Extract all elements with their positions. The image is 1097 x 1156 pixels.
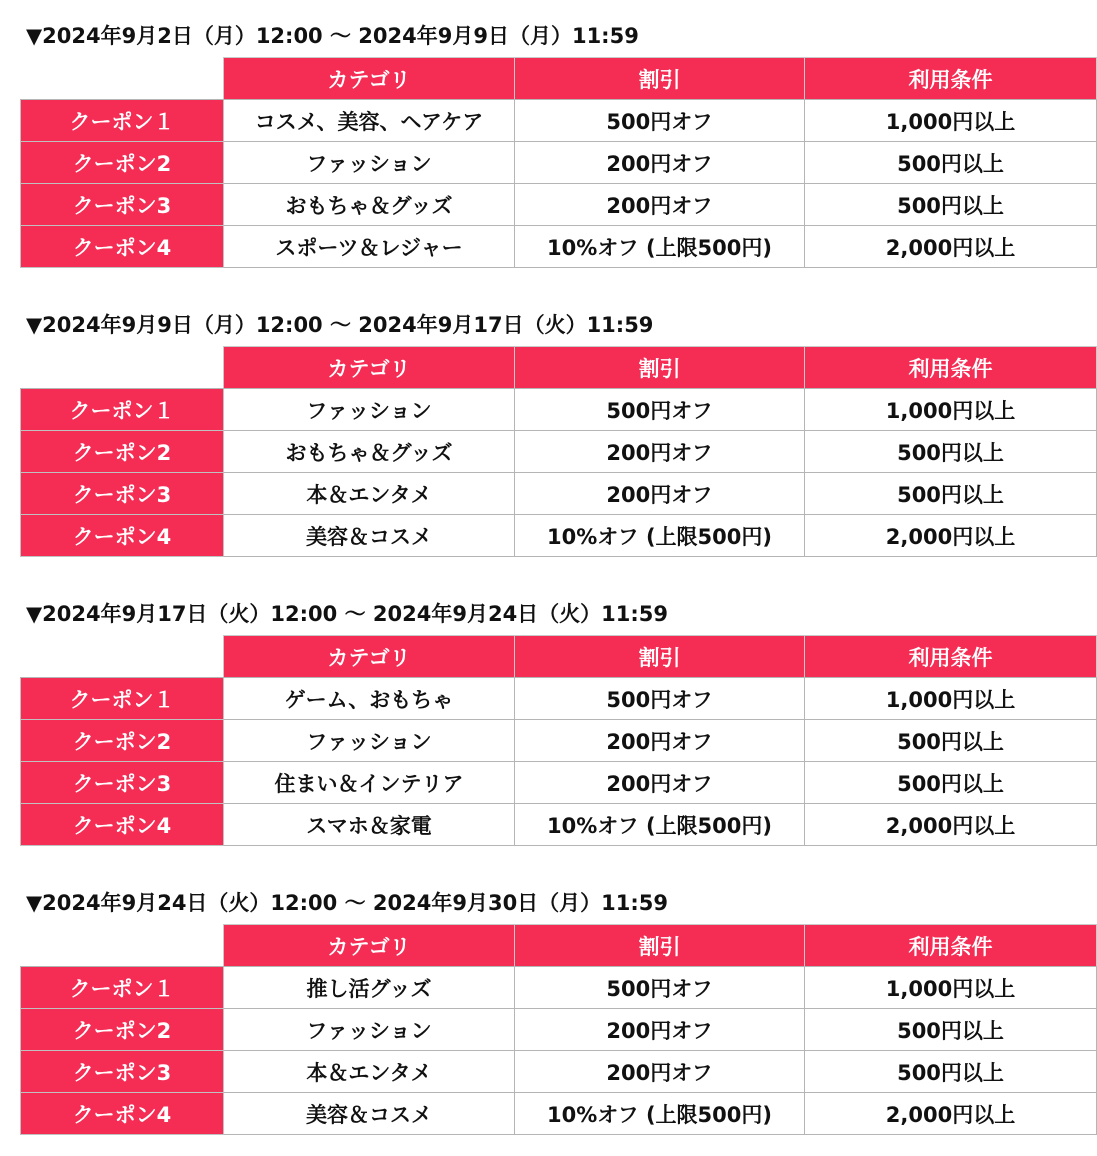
coupon-label: クーポン2 bbox=[21, 142, 224, 184]
coupon-category: スマホ＆家電 bbox=[224, 804, 515, 846]
coupon-discount: 200円オフ bbox=[515, 473, 805, 515]
table-row bbox=[21, 720, 1097, 762]
period-title: ▼2024年9月9日（月）12:00 ～ 2024年9月17日（火）11:59 bbox=[26, 313, 654, 337]
coupon-label: クーポン4 bbox=[21, 515, 224, 557]
header-condition: 利用条件 bbox=[805, 347, 1097, 389]
header-discount: 割引 bbox=[515, 925, 805, 967]
coupon-category: ファッション bbox=[224, 142, 515, 184]
coupon-label: クーポン4 bbox=[21, 804, 224, 846]
header-discount: 割引 bbox=[515, 636, 805, 678]
coupon-condition: 500円以上 bbox=[805, 431, 1097, 473]
period-title: ▼2024年9月2日（月）12:00 ～ 2024年9月9日（月）11:59 bbox=[26, 24, 639, 48]
header-discount: 割引 bbox=[515, 58, 805, 100]
table-row bbox=[21, 389, 1097, 431]
coupon-label: クーポン3 bbox=[21, 762, 224, 804]
coupon-table bbox=[20, 924, 1097, 1135]
coupon-category: 美容＆コスメ bbox=[224, 1093, 515, 1135]
coupon-category: 本＆エンタメ bbox=[224, 473, 515, 515]
table-row bbox=[21, 473, 1097, 515]
coupon-condition: 500円以上 bbox=[805, 762, 1097, 804]
header-blank-cell bbox=[21, 925, 224, 967]
table-row bbox=[21, 762, 1097, 804]
coupon-label: クーポン１ bbox=[21, 389, 224, 431]
coupon-condition: 500円以上 bbox=[805, 184, 1097, 226]
coupon-category: 美容＆コスメ bbox=[224, 515, 515, 557]
coupon-discount: 200円オフ bbox=[515, 1051, 805, 1093]
coupon-label: クーポン3 bbox=[21, 184, 224, 226]
coupon-category: 住まい＆インテリア bbox=[224, 762, 515, 804]
coupon-condition: 1,000円以上 bbox=[805, 678, 1097, 720]
table-row bbox=[21, 1009, 1097, 1051]
header-category: カテゴリ bbox=[224, 58, 515, 100]
coupon-label: クーポン3 bbox=[21, 473, 224, 515]
table-header-row bbox=[21, 347, 1097, 389]
coupon-condition: 500円以上 bbox=[805, 1009, 1097, 1051]
coupon-category: コスメ、美容、ヘアケア bbox=[224, 100, 515, 142]
header-blank-cell bbox=[21, 58, 224, 100]
coupon-condition: 2,000円以上 bbox=[805, 1093, 1097, 1135]
table-row bbox=[21, 1051, 1097, 1093]
coupon-table bbox=[20, 346, 1097, 557]
coupon-label: クーポン4 bbox=[21, 226, 224, 268]
coupon-discount: 500円オフ bbox=[515, 389, 805, 431]
header-blank-cell bbox=[21, 347, 224, 389]
coupon-label: クーポン１ bbox=[21, 100, 224, 142]
coupon-category: ファッション bbox=[224, 720, 515, 762]
header-category: カテゴリ bbox=[224, 347, 515, 389]
header-category: カテゴリ bbox=[224, 925, 515, 967]
coupon-discount: 500円オフ bbox=[515, 100, 805, 142]
header-discount: 割引 bbox=[515, 347, 805, 389]
coupon-category: おもちゃ＆グッズ bbox=[224, 431, 515, 473]
table-header-row bbox=[21, 58, 1097, 100]
coupon-category: おもちゃ＆グッズ bbox=[224, 184, 515, 226]
table-row bbox=[21, 967, 1097, 1009]
coupon-discount: 200円オフ bbox=[515, 720, 805, 762]
table-row bbox=[21, 804, 1097, 846]
coupon-discount: 200円オフ bbox=[515, 1009, 805, 1051]
coupon-table bbox=[20, 57, 1097, 268]
coupon-condition: 500円以上 bbox=[805, 1051, 1097, 1093]
header-category: カテゴリ bbox=[224, 636, 515, 678]
table-row bbox=[21, 226, 1097, 268]
header-blank-cell bbox=[21, 636, 224, 678]
coupon-label: クーポン2 bbox=[21, 1009, 224, 1051]
header-condition: 利用条件 bbox=[805, 636, 1097, 678]
coupon-discount: 200円オフ bbox=[515, 184, 805, 226]
coupon-discount: 10%オフ (上限500円) bbox=[515, 1093, 805, 1135]
table-header-row bbox=[21, 925, 1097, 967]
coupon-label: クーポン１ bbox=[21, 678, 224, 720]
table-row bbox=[21, 515, 1097, 557]
coupon-condition: 1,000円以上 bbox=[805, 967, 1097, 1009]
coupon-label: クーポン2 bbox=[21, 720, 224, 762]
table-row bbox=[21, 678, 1097, 720]
coupon-category: ファッション bbox=[224, 389, 515, 431]
table-row bbox=[21, 1093, 1097, 1135]
coupon-category: ファッション bbox=[224, 1009, 515, 1051]
coupon-discount: 10%オフ (上限500円) bbox=[515, 804, 805, 846]
coupon-discount: 200円オフ bbox=[515, 762, 805, 804]
table-row bbox=[21, 100, 1097, 142]
coupon-label: クーポン2 bbox=[21, 431, 224, 473]
period-title: ▼2024年9月24日（火）12:00 ～ 2024年9月30日（月）11:59 bbox=[26, 891, 669, 915]
table-row bbox=[21, 431, 1097, 473]
coupon-label: クーポン１ bbox=[21, 967, 224, 1009]
coupon-condition: 500円以上 bbox=[805, 473, 1097, 515]
coupon-discount: 10%オフ (上限500円) bbox=[515, 226, 805, 268]
table-row bbox=[21, 142, 1097, 184]
coupon-category: 推し活グッズ bbox=[224, 967, 515, 1009]
coupon-label: クーポン4 bbox=[21, 1093, 224, 1135]
coupon-condition: 500円以上 bbox=[805, 142, 1097, 184]
coupon-condition: 1,000円以上 bbox=[805, 389, 1097, 431]
coupon-discount: 10%オフ (上限500円) bbox=[515, 515, 805, 557]
table-header-row bbox=[21, 636, 1097, 678]
table-row bbox=[21, 184, 1097, 226]
coupon-table bbox=[20, 635, 1097, 846]
coupon-condition: 2,000円以上 bbox=[805, 226, 1097, 268]
coupon-label: クーポン3 bbox=[21, 1051, 224, 1093]
coupon-discount: 200円オフ bbox=[515, 431, 805, 473]
coupon-condition: 2,000円以上 bbox=[805, 515, 1097, 557]
coupon-condition: 500円以上 bbox=[805, 720, 1097, 762]
coupon-condition: 1,000円以上 bbox=[805, 100, 1097, 142]
coupon-category: 本＆エンタメ bbox=[224, 1051, 515, 1093]
header-condition: 利用条件 bbox=[805, 58, 1097, 100]
coupon-discount: 500円オフ bbox=[515, 678, 805, 720]
header-condition: 利用条件 bbox=[805, 925, 1097, 967]
coupon-discount: 200円オフ bbox=[515, 142, 805, 184]
coupon-condition: 2,000円以上 bbox=[805, 804, 1097, 846]
coupon-discount: 500円オフ bbox=[515, 967, 805, 1009]
coupon-category: スポーツ＆レジャー bbox=[224, 226, 515, 268]
coupon-category: ゲーム、おもちゃ bbox=[224, 678, 515, 720]
period-title: ▼2024年9月17日（火）12:00 ～ 2024年9月24日（火）11:59 bbox=[26, 602, 669, 626]
